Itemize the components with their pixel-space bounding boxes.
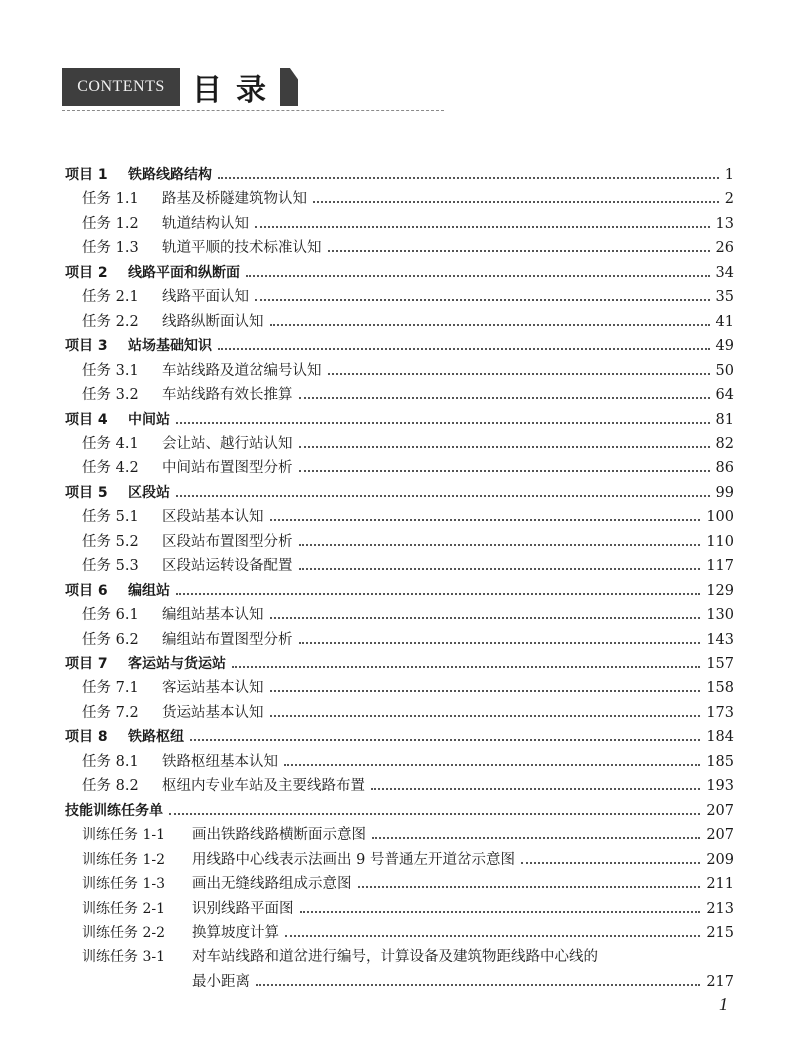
toc-entry-title: 铁路枢纽基本认知 <box>162 753 278 770</box>
toc-entry-title: 区段站基本认知 <box>162 509 264 526</box>
toc-entry-number: 项目 4 <box>65 411 108 428</box>
toc-entry-title: 换算坡度计算 <box>192 924 279 941</box>
toc-entry-number: 任务 4.1 <box>82 435 139 452</box>
toc-leader-dots <box>270 324 710 326</box>
toc-entry-title: 线路纵断面认知 <box>162 313 264 330</box>
toc-entry[interactable] <box>0 482 790 506</box>
toc-entry-number: 项目 8 <box>65 729 108 746</box>
toc-entry-title: 用线路中心线表示法画出 9 号普通左开道岔示意图 <box>192 851 515 868</box>
toc-entry[interactable] <box>0 213 790 237</box>
toc-leader-dots <box>270 715 701 717</box>
toc-entry-page: 13 <box>715 215 734 232</box>
toc-entry-page: 41 <box>715 313 734 330</box>
toc-leader-dots <box>255 299 710 301</box>
toc-entry-page: 185 <box>706 753 734 770</box>
toc-entry-number: 训练任务 2-1 <box>82 900 165 917</box>
toc-leader-dots <box>358 886 701 888</box>
toc-entry-title: 站场基础知识 <box>128 338 212 355</box>
toc-entry-page: 35 <box>715 289 734 306</box>
toc-entry-page: 82 <box>715 435 734 452</box>
toc-leader-dots <box>284 764 700 766</box>
toc-entry-page: 110 <box>706 533 734 550</box>
toc-entry-page: 2 <box>724 191 734 208</box>
toc-leader-dots <box>218 348 710 350</box>
toc-leader-dots <box>270 519 701 521</box>
toc-leader-dots <box>299 568 701 570</box>
toc-entry[interactable] <box>0 702 790 726</box>
toc-entry-title: 线路平面认知 <box>162 289 249 306</box>
toc-entry-title-continued: 最小距离 <box>192 973 250 990</box>
toc-entry-page: 100 <box>706 509 734 526</box>
toc-entry-title: 区段站布置图型分析 <box>162 533 293 550</box>
toc-entry-page: 207 <box>706 802 734 819</box>
toc-entry-number: 任务 7.2 <box>82 704 139 721</box>
toc-entry-number: 任务 3.2 <box>82 387 139 404</box>
toc-entry-page: 64 <box>715 387 734 404</box>
toc-leader-dots <box>246 275 710 277</box>
toc-entry-number: 项目 7 <box>65 656 108 672</box>
toc-entry-page: 173 <box>706 704 734 721</box>
toc-entry-page: 129 <box>706 582 734 599</box>
toc-entry[interactable] <box>0 286 790 310</box>
toc-entry-number: 任务 8.1 <box>82 753 139 770</box>
toc-entry-title: 路基及桥隧建筑物认知 <box>162 191 307 208</box>
toc-entry-number: 项目 6 <box>65 582 108 599</box>
toc-entry-number: 任务 1.1 <box>82 191 139 208</box>
toc-entry[interactable] <box>0 677 790 701</box>
toc-leader-dots <box>255 226 710 228</box>
toc-leader-dots <box>299 642 701 644</box>
toc-entry-title: 铁路枢纽 <box>128 729 184 746</box>
toc-entry[interactable] <box>0 726 790 750</box>
toc-entry-page: 117 <box>706 558 734 575</box>
toc-entry-number: 训练任务 3-1 <box>82 949 165 966</box>
toc-entry-title: 编组站 <box>128 582 170 599</box>
toc-leader-dots <box>372 837 700 839</box>
toc-entry-title: 画出无缝线路组成示意图 <box>192 876 352 893</box>
toc-entry-page: 50 <box>715 362 734 379</box>
toc-entry[interactable] <box>0 409 790 433</box>
toc-entry-page: 158 <box>706 680 734 697</box>
toc-entry-page: 143 <box>706 631 734 648</box>
toc-entry-number: 任务 6.1 <box>82 607 139 624</box>
toc-entry[interactable] <box>0 629 790 653</box>
toc-entry-title: 技能训练任务单 <box>65 802 163 819</box>
toc-leader-dots <box>176 422 710 424</box>
toc-entry[interactable] <box>0 604 790 628</box>
toc-entry-page: 130 <box>706 607 734 624</box>
toc-entry-title: 客运站与货运站 <box>128 656 226 672</box>
toc-leader-dots <box>232 666 700 668</box>
toc-entry-page: 213 <box>706 900 734 917</box>
toc-entry[interactable] <box>0 457 790 481</box>
toc-entry[interactable] <box>0 335 790 359</box>
toc-entry-title: 中间站 <box>128 411 170 428</box>
toc-entry-number: 项目 1 <box>65 167 108 183</box>
toc-entry[interactable] <box>0 311 790 335</box>
toc-leader-dots <box>328 250 710 252</box>
toc-entry-number: 任务 6.2 <box>82 631 139 648</box>
toc-entry-page: 215 <box>706 924 734 941</box>
toc-entry-page: 1 <box>724 167 734 183</box>
toc-entry-page: 193 <box>706 778 734 795</box>
toc-leader-dots <box>176 495 710 497</box>
toc-leader-dots <box>256 984 700 986</box>
toc-entry-number: 项目 3 <box>65 338 108 355</box>
toc-entry-title: 编组站布置图型分析 <box>162 631 293 648</box>
toc-leader-dots <box>328 373 710 375</box>
toc-entry-title: 区段站运转设备配置 <box>162 558 293 575</box>
toc-entry-page: 157 <box>706 656 734 672</box>
toc-entry-number: 任务 5.2 <box>82 533 139 550</box>
toc-entry[interactable] <box>0 555 790 579</box>
toc-entry-number: 训练任务 1-1 <box>82 827 165 844</box>
toc-entry-page: 26 <box>715 240 734 257</box>
toc-leader-dots <box>270 617 701 619</box>
toc-entry-title: 车站线路有效长推算 <box>162 387 293 404</box>
toc-entry[interactable] <box>0 751 790 775</box>
toc-leader-dots <box>270 690 701 692</box>
toc-entry[interactable] <box>0 946 790 990</box>
toc-leader-dots <box>299 470 710 472</box>
toc-leader-dots <box>299 446 710 448</box>
toc-entry-page: 49 <box>715 338 734 355</box>
toc-entry-title: 会让站、越行站认知 <box>162 435 293 452</box>
toc-entry-title: 铁路线路结构 <box>128 167 212 183</box>
toc-entry-page: 86 <box>715 460 734 477</box>
toc-entry[interactable] <box>0 849 790 873</box>
header-tab-decoration <box>280 68 298 106</box>
toc-entry-number: 项目 5 <box>65 484 108 501</box>
toc-entry-page: 99 <box>715 484 734 501</box>
toc-entry-page: 217 <box>706 973 734 990</box>
toc-entry[interactable] <box>0 531 790 555</box>
toc-entry-number: 任务 4.2 <box>82 460 139 477</box>
toc-entry-number: 任务 2.2 <box>82 313 139 330</box>
toc-entry-page: 81 <box>715 411 734 428</box>
toc-entry-number: 项目 2 <box>65 264 108 281</box>
toc-entry-title: 枢纽内专业车站及主要线路布置 <box>162 778 365 795</box>
toc-entry-title: 区段站 <box>128 484 170 501</box>
toc-entry-number: 训练任务 2-2 <box>82 924 165 941</box>
toc-leader-dots <box>371 788 700 790</box>
toc-entry-number: 任务 5.1 <box>82 509 139 526</box>
toc-entry-title: 客运站基本认知 <box>162 680 264 697</box>
toc-entry-number: 任务 8.2 <box>82 778 139 795</box>
toc-entry[interactable] <box>0 898 790 922</box>
toc-leader-dots <box>300 911 701 913</box>
toc-entry[interactable] <box>0 580 790 604</box>
header-divider <box>62 110 444 111</box>
toc-entry[interactable] <box>0 164 790 188</box>
toc-leader-dots <box>285 935 700 937</box>
toc-entry-title: 画出铁路线路横断面示意图 <box>192 827 366 844</box>
toc-entry-page: 211 <box>706 876 734 893</box>
toc-entry-title: 对车站线路和道岔进行编号，计算设备及建筑物距线路中心线的 <box>192 949 598 966</box>
toc-leader-dots <box>169 813 700 815</box>
toc-entry-page: 209 <box>706 851 734 868</box>
toc-entry-title: 识别线路平面图 <box>192 900 294 917</box>
toc-entry-title: 线路平面和纵断面 <box>128 264 240 281</box>
toc-entry[interactable] <box>0 188 790 212</box>
toc-entry[interactable] <box>0 433 790 457</box>
contents-badge: CONTENTS <box>62 68 180 106</box>
toc-entry[interactable] <box>0 237 790 261</box>
toc-entry-page: 184 <box>706 729 734 746</box>
toc-leader-dots <box>313 201 719 203</box>
toc-entry[interactable] <box>0 653 790 677</box>
toc-entry-page: 207 <box>706 827 734 844</box>
toc-leader-dots <box>521 862 700 864</box>
page-number: 1 <box>719 994 728 1014</box>
toc-entry[interactable] <box>0 922 790 946</box>
toc-entry[interactable] <box>0 800 790 824</box>
toc-entry[interactable] <box>0 384 790 408</box>
page-title: 目录 <box>192 73 280 108</box>
toc-entry-title: 车站线路及道岔编号认知 <box>162 362 322 379</box>
toc-entry-number: 任务 1.2 <box>82 215 139 232</box>
toc-entry-title: 编组站基本认知 <box>162 607 264 624</box>
toc-leader-dots <box>299 397 710 399</box>
toc-entry-title: 中间站布置图型分析 <box>162 460 293 477</box>
toc-entry-number: 任务 5.3 <box>82 558 139 575</box>
toc-entry[interactable] <box>0 262 790 286</box>
toc-leader-dots <box>190 739 700 741</box>
toc-leader-dots <box>218 177 719 179</box>
toc-entry-number: 任务 7.1 <box>82 680 139 697</box>
toc-entry-title: 轨道平顺的技术标准认知 <box>162 240 322 257</box>
toc-entry[interactable] <box>0 775 790 799</box>
toc-entry-title: 货运站基本认知 <box>162 704 264 721</box>
toc-entry[interactable] <box>0 360 790 384</box>
toc-entry[interactable] <box>0 506 790 530</box>
toc-entry-number: 训练任务 1-2 <box>82 851 165 868</box>
toc-entry[interactable] <box>0 873 790 897</box>
toc-entry-number: 任务 1.3 <box>82 240 139 257</box>
toc-entry-number: 任务 3.1 <box>82 362 139 379</box>
toc-entry-number: 训练任务 1-3 <box>82 876 165 893</box>
toc-entry-page: 34 <box>715 264 734 281</box>
toc-entry[interactable] <box>0 824 790 848</box>
toc-leader-dots <box>176 593 700 595</box>
toc-entry-number: 任务 2.1 <box>82 289 139 306</box>
toc-leader-dots <box>299 544 701 546</box>
toc-entry-title: 轨道结构认知 <box>162 215 249 232</box>
